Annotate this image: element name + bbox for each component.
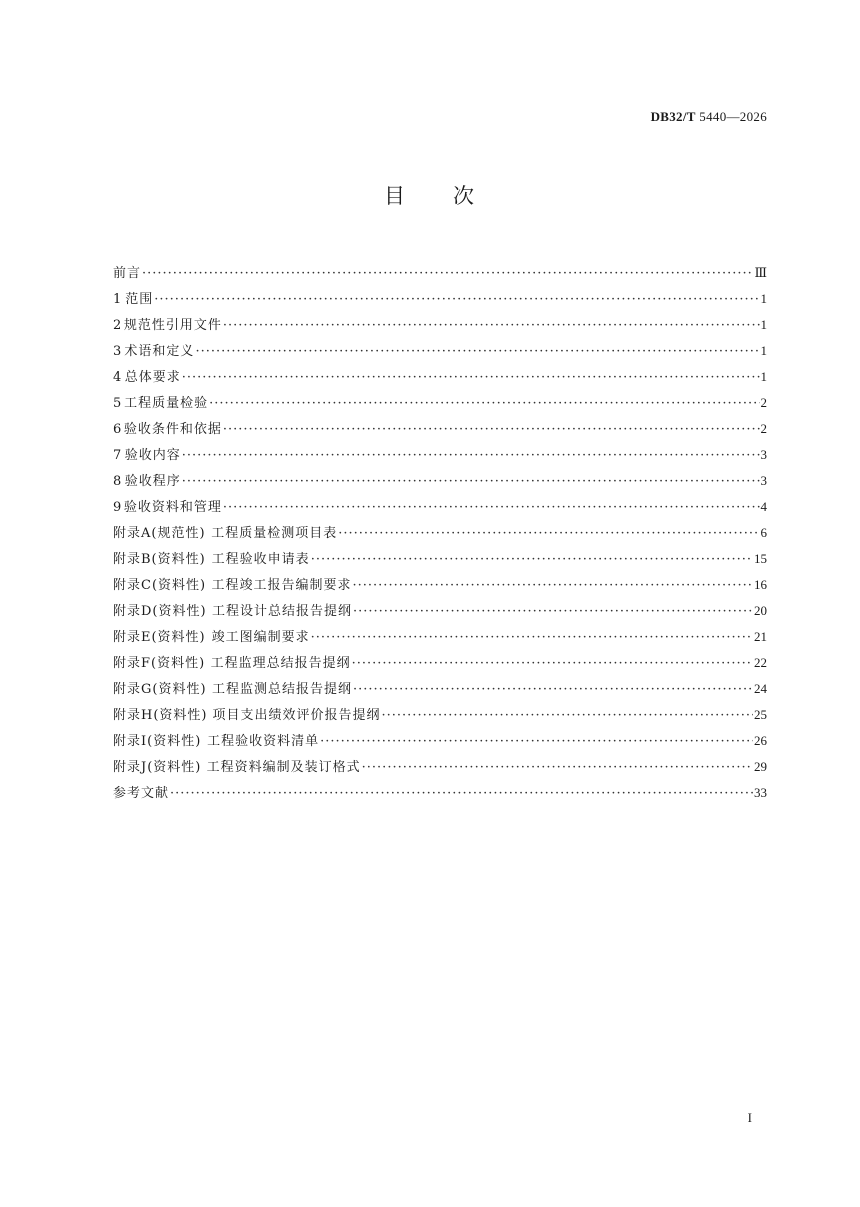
toc-entry-number: 4 xyxy=(113,370,123,385)
toc-entry[interactable] xyxy=(113,260,767,286)
toc-entry-number: 9 xyxy=(113,500,123,515)
toc-entry-page: 1 xyxy=(760,317,767,332)
toc-entry-appendix-label: 附录D(资料性) xyxy=(113,604,207,619)
toc-entry[interactable] xyxy=(113,754,767,780)
toc-entry-title: 工程质量检验 xyxy=(124,396,209,411)
toc-entry-title: 项目支出绩效评价报告提纲 xyxy=(212,708,381,723)
toc-leader-dots xyxy=(170,781,753,807)
toc-entry-title: 前言 xyxy=(113,266,142,281)
toc-entry-page: 22 xyxy=(754,655,767,670)
toc-entry-title: 工程验收申请表 xyxy=(211,552,310,567)
toc-entry-page: 2 xyxy=(760,395,767,410)
toc-entry-title: 验收条件和依据 xyxy=(123,422,222,437)
toc-entry[interactable] xyxy=(113,416,767,442)
toc-entry-title: 工程验收资料清单 xyxy=(207,734,320,749)
toc-leader-dots xyxy=(154,287,759,313)
toc-entry-title: 术语和定义 xyxy=(124,344,195,359)
toc-entry-page: 6 xyxy=(760,525,767,540)
toc-leader-dots xyxy=(195,339,759,365)
toc-entry-title: 工程资料编制及装订格式 xyxy=(206,760,361,775)
toc-entry[interactable] xyxy=(113,312,767,338)
toc-entry-title: 竣工图编制要求 xyxy=(211,630,310,645)
toc-entry-page: 4 xyxy=(760,499,767,514)
toc-leader-dots xyxy=(182,443,760,469)
toc-leader-dots xyxy=(311,625,753,651)
toc-entry-number: 3 xyxy=(113,344,123,359)
toc-entry-page: 15 xyxy=(754,551,767,566)
toc-entry-page: 33 xyxy=(754,785,767,800)
toc-entry-appendix-label: 附录E(资料性) xyxy=(113,630,206,645)
toc-entry-number: 7 xyxy=(113,448,123,463)
toc-entry-page: 29 xyxy=(754,759,767,774)
toc-entry-title: 参考文献 xyxy=(113,786,170,801)
toc-leader-dots xyxy=(223,495,760,521)
toc-entry[interactable] xyxy=(113,650,767,676)
toc-entry[interactable] xyxy=(113,624,767,650)
toc-entry-appendix-label: 附录J(资料性) xyxy=(113,760,202,775)
toc-leader-dots xyxy=(382,703,753,729)
toc-entry[interactable] xyxy=(113,676,767,702)
toc-entry-title: 工程质量检测项目表 xyxy=(211,526,338,541)
toc-entry-number: 8 xyxy=(113,474,123,489)
page-title-right: 次 xyxy=(453,184,476,208)
table-of-contents xyxy=(113,260,767,806)
toc-entry-appendix-label: 附录G(资料性) xyxy=(113,682,207,697)
toc-entry-appendix-label: 附录C(资料性) xyxy=(113,578,207,593)
toc-entry-number: 1 xyxy=(113,292,123,307)
toc-entry-title: 验收内容 xyxy=(124,448,181,463)
toc-entry-page: 3 xyxy=(760,473,767,488)
toc-entry-title: 规范性引用文件 xyxy=(123,318,222,333)
toc-entry-page: 26 xyxy=(754,733,767,748)
toc-entry-page: 21 xyxy=(754,629,767,644)
toc-leader-dots xyxy=(311,547,753,573)
toc-entry-title: 范围 xyxy=(125,292,154,307)
toc-entry[interactable] xyxy=(113,364,767,390)
toc-entry-number: 5 xyxy=(113,396,123,411)
toc-entry[interactable] xyxy=(113,520,767,546)
toc-leader-dots xyxy=(353,599,753,625)
toc-entry-page: Ⅲ xyxy=(754,265,767,280)
toc-entry[interactable] xyxy=(113,780,767,806)
toc-entry-title: 工程竣工报告编制要求 xyxy=(211,578,352,593)
toc-entry[interactable] xyxy=(113,598,767,624)
toc-entry-page: 2 xyxy=(760,421,767,436)
toc-entry-title: 工程监理总结报告提纲 xyxy=(210,656,351,671)
toc-leader-dots xyxy=(182,365,760,391)
toc-leader-dots xyxy=(338,521,759,547)
page-title-left: 目 xyxy=(384,184,407,208)
document-code-number: 5440—2026 xyxy=(699,109,767,124)
toc-entry-number: 2 xyxy=(113,318,123,333)
toc-entry[interactable] xyxy=(113,442,767,468)
toc-entry-appendix-label: 附录B(资料性) xyxy=(113,552,206,567)
toc-entry-title: 工程设计总结报告提纲 xyxy=(211,604,352,619)
toc-leader-dots xyxy=(352,651,753,677)
toc-entry-appendix-label: 附录A(规范性) xyxy=(113,526,206,541)
toc-leader-dots xyxy=(362,755,753,781)
toc-entry-page: 24 xyxy=(754,681,767,696)
toc-entry-title: 总体要求 xyxy=(124,370,181,385)
toc-entry[interactable] xyxy=(113,468,767,494)
document-code xyxy=(651,109,767,125)
toc-entry-appendix-label: 附录H(资料性) xyxy=(113,708,208,723)
toc-leader-dots xyxy=(320,729,753,755)
toc-entry[interactable] xyxy=(113,286,767,312)
toc-entry-page: 1 xyxy=(760,343,767,358)
page-title xyxy=(0,180,860,210)
toc-entry[interactable] xyxy=(113,494,767,520)
toc-entry-appendix-label: 附录F(资料性) xyxy=(113,656,206,671)
toc-leader-dots xyxy=(209,391,759,417)
toc-entry-appendix-label: 附录I(资料性) xyxy=(113,734,202,749)
toc-entry-page: 25 xyxy=(754,707,767,722)
toc-leader-dots xyxy=(223,313,760,339)
toc-leader-dots xyxy=(223,417,760,443)
toc-entry[interactable] xyxy=(113,390,767,416)
toc-entry-page: 20 xyxy=(754,603,767,618)
toc-leader-dots xyxy=(353,677,753,703)
toc-entry-title: 验收程序 xyxy=(124,474,181,489)
toc-entry-page: 1 xyxy=(760,291,767,306)
toc-entry-page: 16 xyxy=(754,577,767,592)
toc-entry[interactable] xyxy=(113,702,767,728)
toc-entry-number: 6 xyxy=(113,422,123,437)
toc-entry[interactable] xyxy=(113,572,767,598)
toc-entry-title: 工程监测总结报告提纲 xyxy=(211,682,352,697)
toc-entry[interactable] xyxy=(113,546,767,572)
toc-entry-page: 3 xyxy=(760,447,767,462)
toc-entry[interactable] xyxy=(113,728,767,754)
toc-leader-dots xyxy=(353,573,753,599)
toc-entry-title: 验收资料和管理 xyxy=(123,500,222,515)
toc-entry-page: 1 xyxy=(760,369,767,384)
toc-entry[interactable] xyxy=(113,338,767,364)
document-code-prefix: DB32/T xyxy=(650,109,696,124)
toc-leader-dots xyxy=(182,469,760,495)
toc-leader-dots xyxy=(142,261,753,287)
page-number: I xyxy=(747,1110,752,1125)
